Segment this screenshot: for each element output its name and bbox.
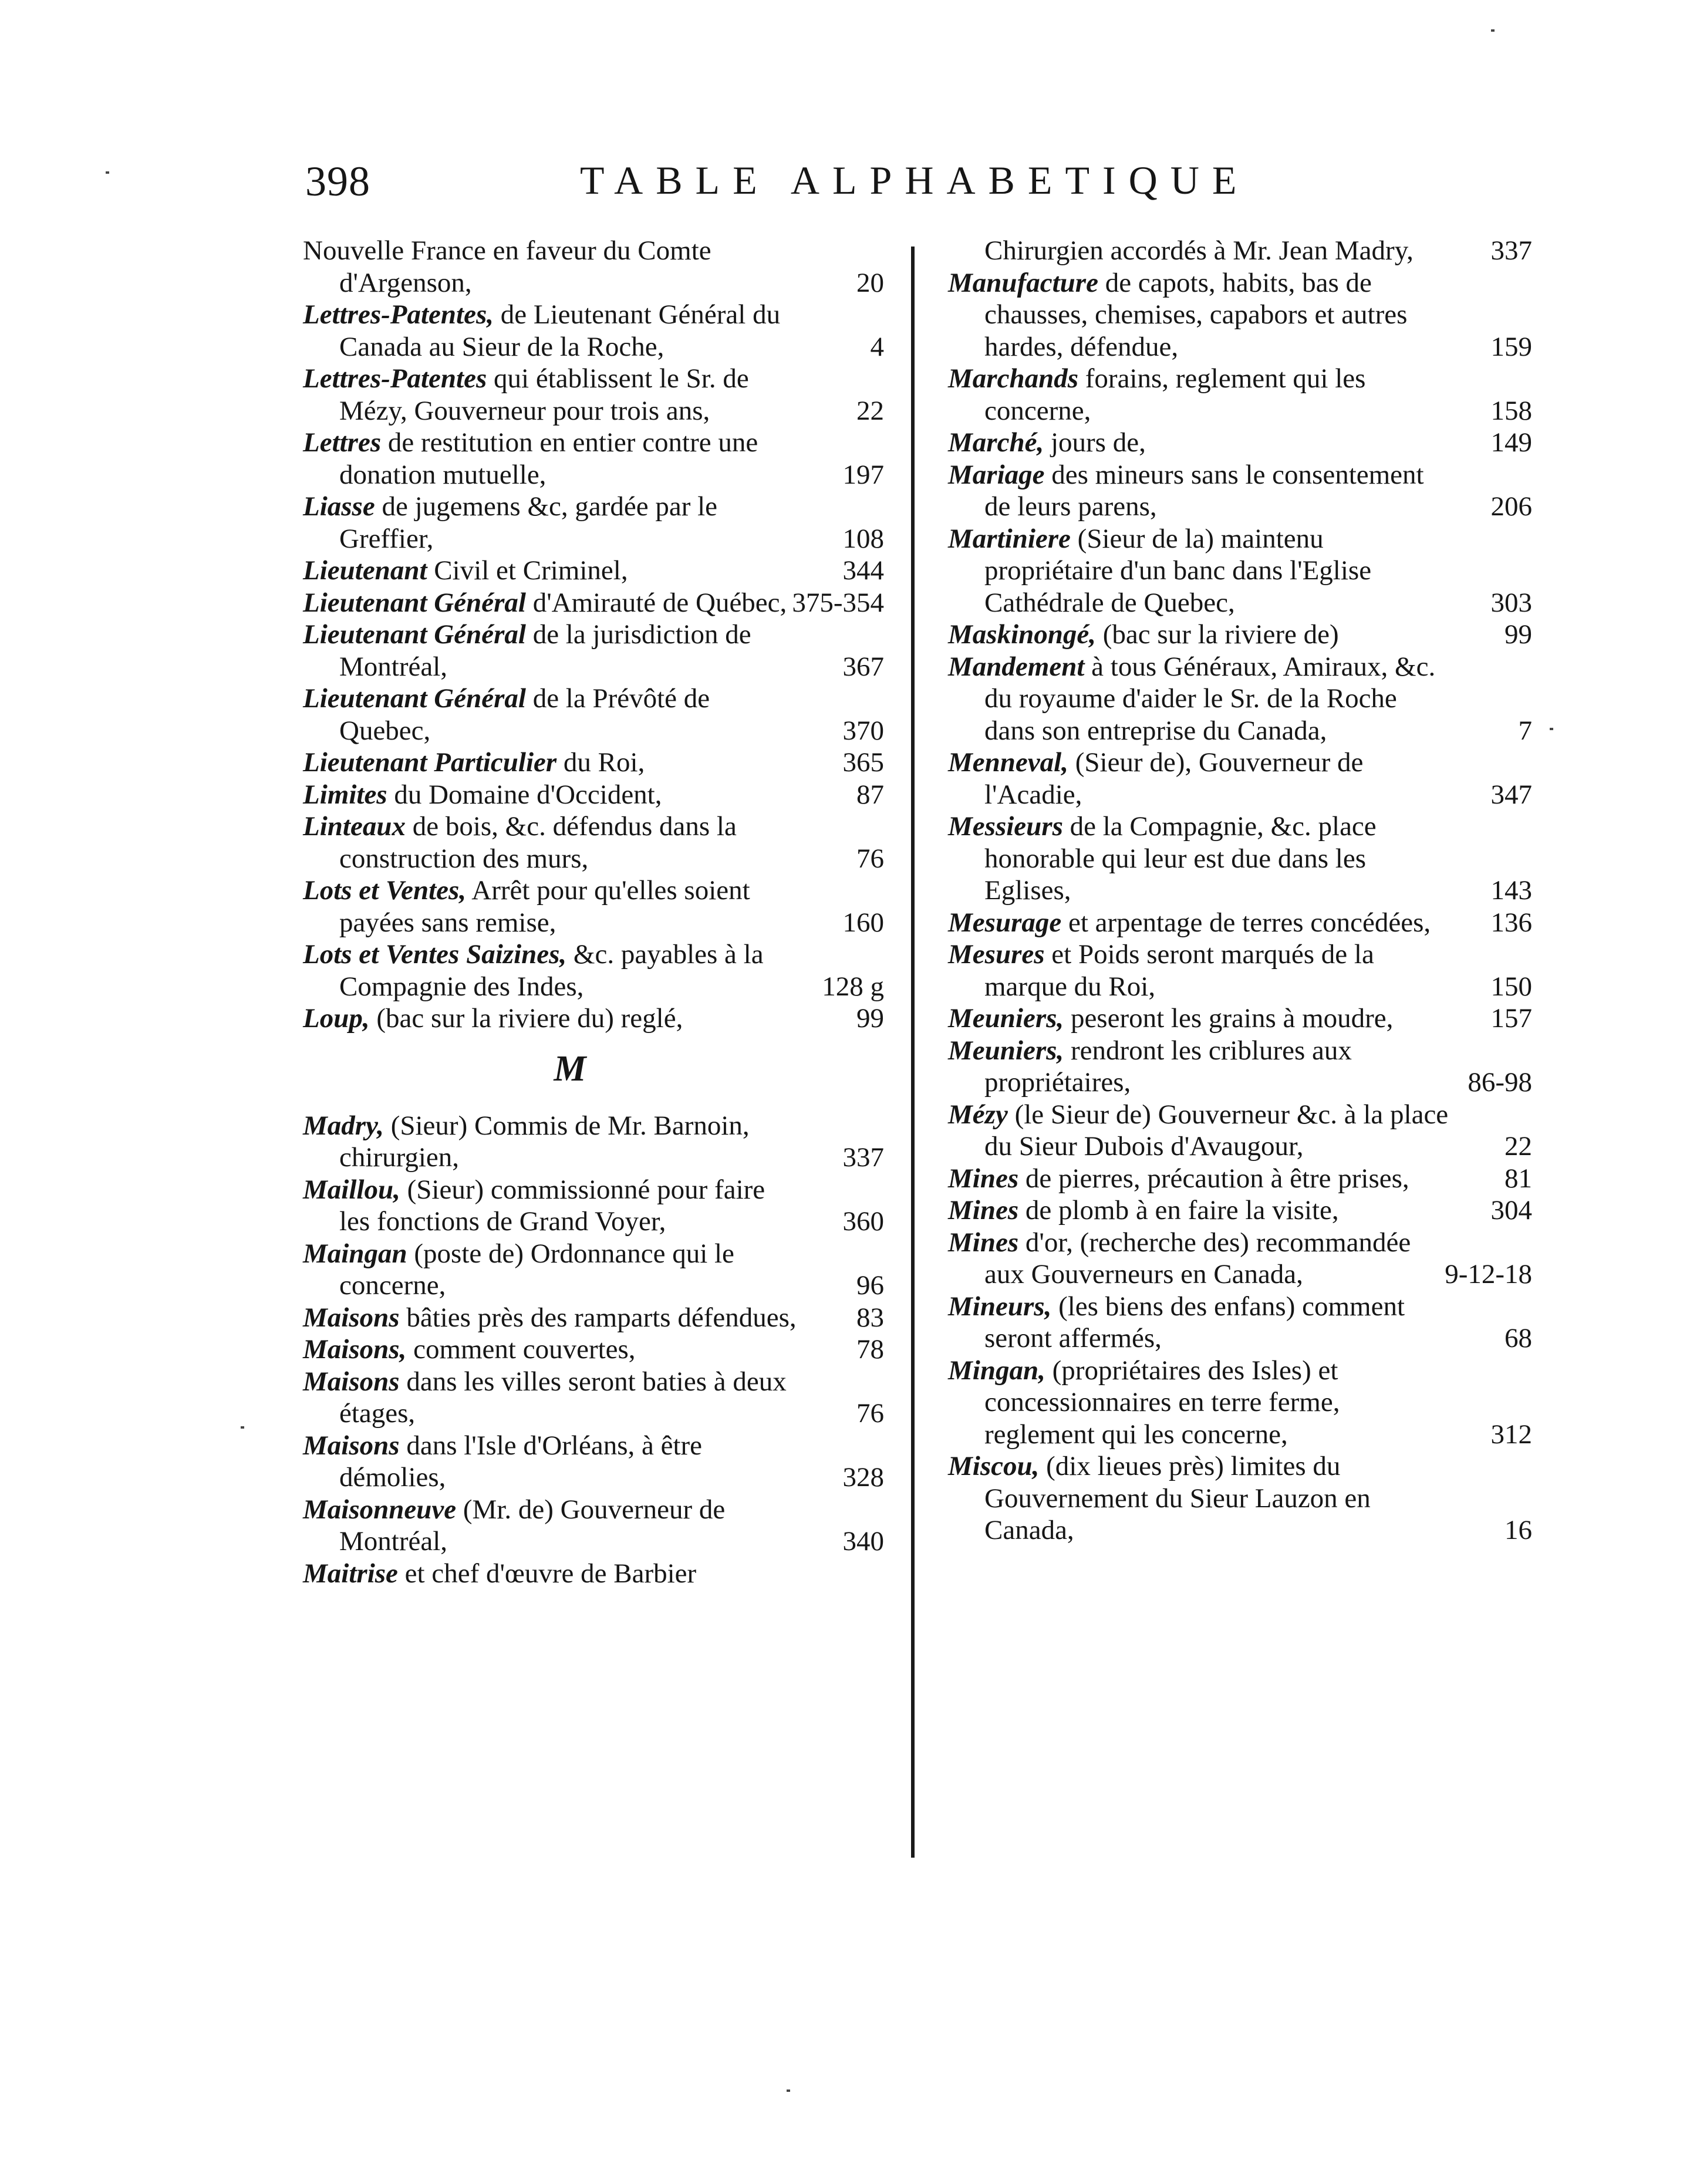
entry-term: Lieutenant Général [303,683,526,714]
index-entry [303,235,884,299]
entry-text: bâties près des ramparts défendues, [406,1302,797,1333]
index-entry [948,1227,1532,1291]
index-entry [948,1194,1532,1227]
entry-term: Maskinongé, [948,619,1097,650]
entry-term: Maisons, [303,1334,407,1365]
entry-term: Martiniere [948,523,1071,554]
entry-page: 76 [856,1398,884,1429]
entry-list-right [948,267,1532,1547]
index-entry [303,811,884,875]
entry-page: 86-98 [1468,1067,1532,1098]
entry-page: 7 [1518,715,1532,746]
entry-page: 367 [842,651,884,682]
index-entry [303,491,884,555]
entry-text: &c. payables à la Compagnie des Indes, [339,939,764,1002]
index-entry [948,811,1532,907]
entry-page: 20 [856,267,884,298]
entry-page: 197 [842,459,884,490]
entry-term: Lettres [303,427,382,458]
entry-term: Mézy [948,1099,1008,1130]
entry-text: et arpentage de terres concédées, [1068,907,1431,938]
entry-term: Mineurs, [948,1291,1052,1322]
entry-text: de la Prévôté de Quebec, [339,683,710,746]
index-entry [303,555,884,587]
entry-page: 360 [842,1206,884,1237]
index-entry [948,651,1532,747]
section-letter-m: M [554,1048,586,1089]
entry-page: 160 [842,907,884,938]
entry-page: 87 [856,779,884,810]
index-entry [303,747,884,779]
entry-text: (poste de) Ordonnance qui le concerne, [339,1238,734,1301]
index-entry [303,1110,884,1174]
entry-text: de jugemens &c, gardée par le Greffier, [339,491,718,554]
entry-term: Loup, [303,1003,370,1034]
entry-term: Lots et Ventes, [303,875,467,906]
index-entry [303,1002,884,1035]
index-entry [303,363,884,427]
entry-text: (Sieur de la) maintenu propriétaire d'un banc dans l'Eglise Cathédrale de Quebec, [984,523,1372,618]
entry-term: Mandement [948,651,1085,682]
scan-speck [241,1426,244,1429]
entry-text: Civil et Criminel, [434,555,628,586]
index-entry [303,875,884,939]
entry-term: Mariage [948,459,1045,490]
entry-text: Nouvelle France en faveur du Comte d'Argenson, [303,235,711,298]
entry-page: 370 [842,715,884,746]
entry-term: Messieurs [948,811,1063,842]
entry-term: Maillou, [303,1174,400,1205]
entry-text: (les biens des enfans) comment seront affermés, [984,1291,1405,1353]
entry-term: Liasse [303,491,375,522]
entry-text: (bac sur la riviere de) [1102,619,1339,650]
entry-term: Lettres-Patentes, [303,299,494,330]
scan-speck [1550,728,1553,730]
entry-term: Madry, [303,1110,384,1141]
index-entry [948,363,1532,427]
scan-speck [106,171,109,174]
entry-term: Lettres-Patentes [303,363,487,394]
entry-page: 4 [870,331,884,362]
entry-term: Lieutenant Général [303,587,526,618]
entry-page: 303 [1490,587,1532,618]
index-entry [303,1430,884,1494]
entry-page: 375-354 [792,587,884,618]
entry-term: Lieutenant Particulier [303,747,557,778]
entry-page: 16 [1505,1515,1532,1545]
entry-term: Manufacture [948,267,1098,298]
entry-term: Meuniers, [948,1035,1064,1066]
entry-text: de la jurisdiction de Montréal, [339,619,751,682]
entry-term: Marché, [948,427,1044,458]
entry-page: 159 [1490,331,1532,362]
entry-text: et Poids seront marqués de la marque du Roi, [984,939,1374,1002]
entry-text: (Sieur de), Gouverneur de l'Acadie, [984,747,1364,810]
entry-text: rendront les criblures aux propriétaires, [984,1035,1352,1098]
entry-text: dans l'Isle d'Orléans, à être démolies, [339,1430,703,1493]
index-entry [948,427,1532,459]
entry-term: Menneval, [948,747,1068,778]
entry-term: Limites [303,779,387,810]
index-entry [303,1334,884,1366]
entry-list-l [303,235,884,1035]
entry-page: 365 [842,747,884,778]
entry-term: Linteaux [303,811,406,842]
entry-text: (propriétaires des Isles) et concessionnaires en terre ferme, reglement qui les concerne, [984,1355,1340,1450]
scan-speck [787,2090,790,2092]
index-entry [948,267,1532,363]
entry-term: Lieutenant Général [303,619,526,650]
index-entry [303,1302,884,1334]
entry-page: 344 [842,555,884,586]
entry-text: jours de, [1050,427,1146,458]
entry-page: 76 [856,843,884,874]
entry-page: 99 [1505,619,1532,650]
entry-page: 143 [1490,875,1532,906]
entry-page: 83 [856,1302,884,1333]
entry-term: Mesurage [948,907,1062,938]
entry-page: 78 [856,1334,884,1365]
entry-page: 99 [856,1003,884,1034]
entry-term: Mesures [948,939,1045,970]
column-divider [911,247,915,1858]
entry-page: 81 [1505,1163,1532,1194]
index-entry [303,779,884,811]
entry-text: qui établissent le Sr. de Mézy, Gouverneur pour trois ans, [339,363,749,426]
entry-list-m [303,1110,884,1590]
entry-term: Maisons [303,1366,400,1397]
index-entry [303,1494,884,1558]
entry-page: 136 [1490,907,1532,938]
entry-text: de pierres, précaution à être prises, [1025,1163,1409,1194]
index-entry [948,1291,1532,1355]
entry-text: du Roi, [563,747,645,778]
entry-text: des mineurs sans le consentement de leurs parens, [984,459,1424,522]
index-entry [303,1174,884,1238]
entry-page: 337 [1490,235,1532,266]
entry-page: 158 [1490,395,1532,426]
index-entry-continuation [948,235,1532,267]
entry-text: d'Amirauté de Québec, [532,587,787,618]
index-entry [303,939,884,1002]
index-entry [948,1163,1532,1195]
index-entry [303,299,884,363]
index-entry [948,747,1532,811]
index-entry [948,1002,1532,1035]
entry-text: (le Sieur de) Gouverneur &c. à la place du Sieur Dubois d'Avaugour, [984,1099,1449,1162]
index-column-right [948,235,1532,1878]
entry-text: de plomb à en faire la visite, [1025,1195,1339,1226]
entry-text: forains, reglement qui les concerne, [984,363,1366,426]
entry-text: et chef d'œuvre de Barbier [404,1558,697,1589]
entry-page: 128 g [822,971,884,1002]
entry-term: Maisonneuve [303,1494,457,1525]
index-entry [948,523,1532,619]
entry-page: 304 [1490,1195,1532,1226]
entry-page: 149 [1490,427,1532,458]
entry-term: Maingan [303,1238,407,1269]
entry-text: de capots, habits, bas de chausses, chemises, capabors et autres hardes, défendue, [984,267,1408,362]
entry-page: 22 [856,395,884,426]
entry-text: de restitution en entier contre une donation mutuelle, [339,427,758,490]
entry-text: comment couvertes, [413,1334,636,1365]
index-entry [303,427,884,491]
index-entry [948,907,1532,939]
index-entry [303,683,884,747]
index-entry [303,1238,884,1302]
entry-term: Lieutenant [303,555,427,586]
index-entry [948,1099,1532,1163]
entry-page: 150 [1490,971,1532,1002]
entry-term: Meuniers, [948,1003,1064,1034]
entry-text: d'or, (recherche des) recommandée aux Gouverneurs en Canada, [984,1227,1411,1290]
entry-text: peseront les grains à moudre, [1070,1003,1394,1034]
entry-text: de Lieutenant Général du Canada au Sieur de la Roche, [339,299,781,362]
entry-term: Mines [948,1163,1019,1194]
entry-page: 340 [842,1526,884,1557]
entry-text: (Sieur) Commis de Mr. Barnoin, chirurgien, [339,1110,750,1173]
entry-text: (Mr. de) Gouverneur de Montréal, [339,1494,726,1557]
entry-term: Mines [948,1227,1019,1258]
entry-text: Arrêt pour qu'elles soient payées sans remise, [339,875,750,938]
entry-page: 22 [1505,1131,1532,1162]
entry-text: de bois, &c. défendus dans la construction des murs, [339,811,737,874]
entry-page: 96 [856,1270,884,1301]
entry-text: Chirurgien accordés à Mr. Jean Madry, [984,235,1414,266]
index-entry [948,459,1532,523]
entry-text: à tous Généraux, Amiraux, &c. du royaume d'aider le Sr. de la Roche dans son entreprise du Canada, [984,651,1436,746]
index-entry [948,1035,1532,1099]
entry-page: 206 [1490,491,1532,522]
entry-page: 108 [842,523,884,554]
entry-term: Maitrise [303,1558,398,1589]
entry-term: Mingan, [948,1355,1045,1386]
index-column-left [303,235,884,1878]
index-entry [303,1366,884,1430]
index-entry [948,619,1532,651]
index-entry [948,1355,1532,1451]
index-entry [948,1450,1532,1547]
entry-text: (Sieur) commissionné pour faire les fonctions de Grand Voyer, [339,1174,765,1237]
entry-page: 157 [1490,1003,1532,1034]
entry-term: Maisons [303,1430,400,1461]
entry-text: (bac sur la riviere du) reglé, [376,1003,683,1034]
page-number: 398 [305,158,370,205]
entry-text: de la Compagnie, &c. place honorable qui leur est due dans les Eglises, [984,811,1377,906]
entry-page: 312 [1490,1419,1532,1450]
entry-page: 347 [1490,779,1532,810]
entry-page: 337 [842,1142,884,1173]
entry-term: Miscou, [948,1451,1040,1481]
scan-speck [1491,29,1495,32]
entry-text: (dix lieues près) limites du Gouvernement du Sieur Lauzon en Canada, [984,1451,1371,1545]
entry-page: 68 [1505,1323,1532,1353]
index-entry [303,587,884,619]
entry-page: 9-12-18 [1445,1259,1532,1290]
index-entry [303,1558,884,1590]
entry-term: Mines [948,1195,1019,1226]
entry-term: Maisons [303,1302,400,1333]
entry-page: 328 [842,1462,884,1493]
entry-text: du Domaine d'Occident, [394,779,662,810]
entry-text: dans les villes seront baties à deux étages, [339,1366,787,1429]
index-entry [303,619,884,683]
index-entry [948,939,1532,1002]
entry-term: Marchands [948,363,1079,394]
running-title: TABLE ALPHABETIQUE [580,158,1250,202]
entry-term: Lots et Ventes Saizines, [303,939,567,970]
